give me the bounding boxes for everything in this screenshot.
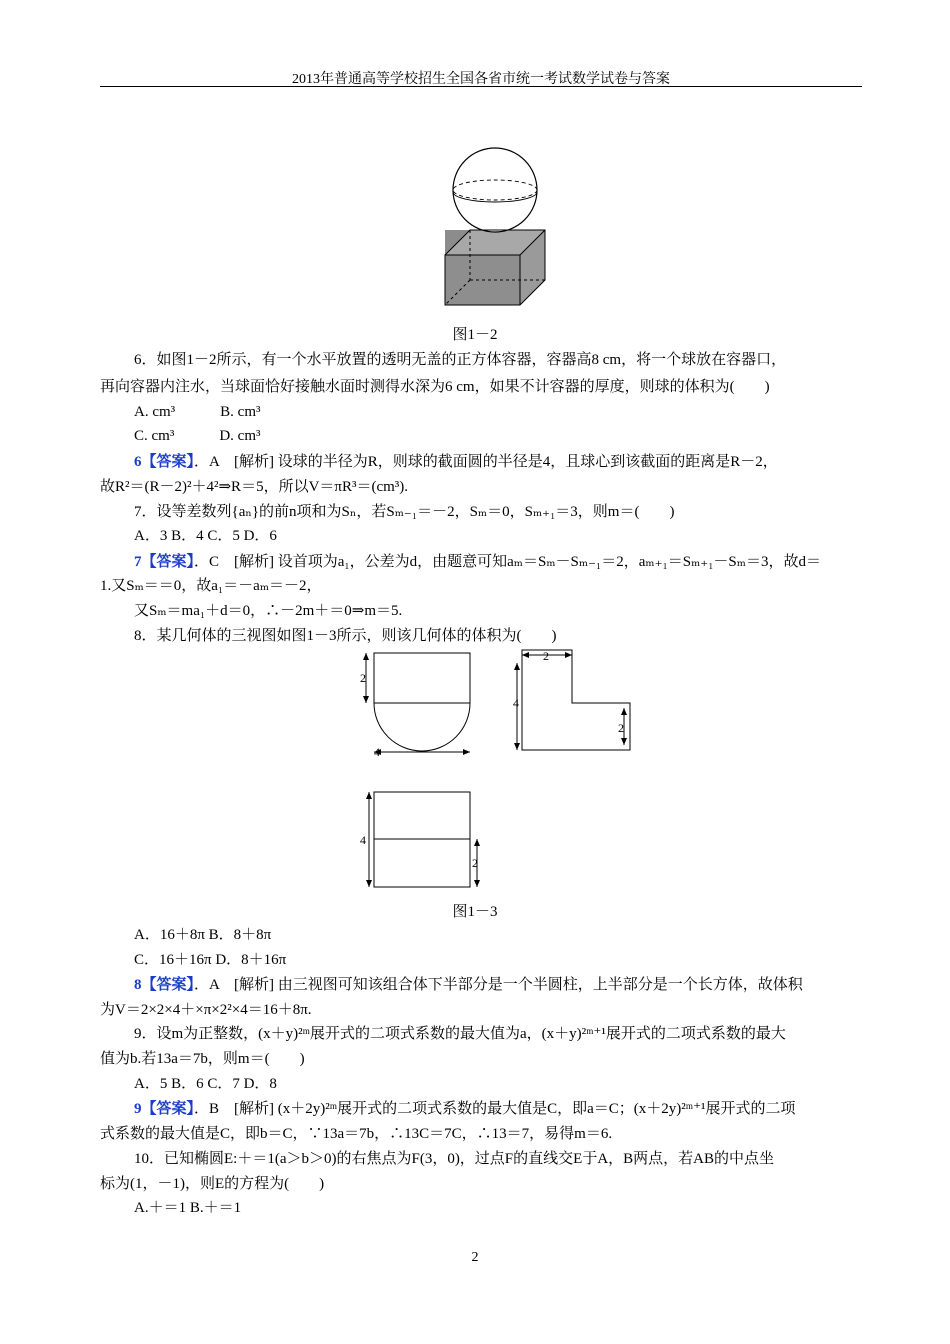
line-21: 式系数的最大值是C，即b＝C，∵13a＝7b，∴13C＝7C，∴13＝7，易得m＝6. (100, 1126, 613, 1142)
line-14: C．16＋16π D．8＋16π (134, 952, 287, 968)
page-number: 2 (471, 1250, 479, 1265)
line-7: 7．设等差数列{aₙ}的前n项和为Sₙ，若Sₘ₋₁＝－2，Sₘ＝0，Sₘ₊₁＝3，则m＝( ) (134, 504, 675, 520)
line-1: 6．如图1－2所示，有一个水平放置的透明无盖的正方体容器，容器高8 cm，将一个球放在容器口， (134, 352, 787, 368)
line-12: 8．某几何体的三视图如图1－3所示，则该几何体的体积为( ) (134, 628, 557, 644)
dim-side-step-label: 2 (618, 721, 624, 735)
figure-caption-1-2: 图1－2 (452, 327, 498, 343)
figure-caption-1-3: 图1－3 (452, 904, 498, 920)
three-view-side (512, 645, 632, 753)
three-view-top (360, 787, 490, 892)
line-2: 再向容器内注水，当球面恰好接触水面时测得水深为6 cm，如果不计容器的厚度，则球的体积为( ) (100, 379, 770, 395)
dim-side-height-label: 4 (513, 696, 519, 710)
answer-9-line (134, 1099, 795, 1119)
answer-7-text: ．C [解析] 设首项为a₁，公差为d，由题意可知aₘ＝Sₘ－Sₘ₋₁＝2，aₘ₊₁＝Sₘ₊₁－Sₘ＝3，故d＝ (194, 554, 821, 570)
answer-9-text: ．B [解析] (x＋2y)²ᵐ展开式的二项式系数的最大值是C，即a＝C；(x＋2y)²ᵐ⁺¹展开式的二项 (194, 1101, 796, 1117)
line-19: A．5 B．6 C．7 D．8 (134, 1076, 277, 1092)
answer-tag-9: 9【答案】 (134, 1101, 195, 1117)
line-8: A．3 B．4 C．5 D．6 (134, 528, 277, 544)
answer-8-text: ．A [解析] 由三视图可知该组合体下半部分是一个半圆柱，上半部分是一个长方体，故体积 (194, 977, 803, 993)
answer-8-line (134, 975, 803, 995)
line-16: 为V＝2×2×4＋×π×2²×4＝16＋8π. (100, 1002, 312, 1018)
dim-bottom-step-label: 2 (472, 856, 478, 870)
answer-6-line (134, 452, 778, 472)
sphere-cube-figure (440, 145, 555, 310)
header-rule (100, 86, 862, 87)
dim-side-top-label: 2 (543, 649, 549, 663)
line-13: A．16＋8π B．8＋8π (134, 927, 272, 943)
line-6: 故R²＝(R－2)²＋4²⇒R＝5，所以V＝πR³＝(cm³). (100, 479, 409, 495)
line-3: A. cm³ B. cm³ (134, 404, 261, 420)
line-10: 1.又Sₘ＝＝0，故a₁＝－aₘ＝－2， (100, 578, 322, 594)
answer-tag-8: 8【答案】 (134, 977, 195, 993)
page-header: 2013年普通高等学校招生全国各省市统一考试数学试卷与答案 (292, 72, 670, 87)
dim-top-label: 2 (360, 671, 366, 685)
line-4: C. cm³ D. cm³ (134, 428, 261, 444)
answer-tag-7: 7【答案】 (134, 554, 195, 570)
line-24: A.＋＝1 B.＋＝1 (134, 1200, 242, 1216)
answer-7-line (134, 552, 821, 572)
line-11: 又Sₘ＝ma₁＋d＝0，∴－2m＋＝0⇒m＝5. (134, 603, 403, 619)
line-22: 10．已知椭圆E:＋＝1(a＞b＞0)的右焦点为F(3，0)，过点F的直线交E于A，B两点，若AB的中点坐 (134, 1151, 774, 1167)
line-23: 标为(1，－1)，则E的方程为( ) (100, 1176, 325, 1192)
line-18: 值为b.若13a＝7b，则m＝( ) (100, 1051, 305, 1067)
answer-tag-6: 6【答案】 (134, 454, 195, 470)
three-view-front (360, 648, 480, 763)
dim-bottom-height-label: 4 (360, 833, 366, 847)
line-17: 9．设m为正整数，(x＋y)²ᵐ展开式的二项式系数的最大值为a，(x＋y)²ᵐ⁺¹展开式的二项式系数的最大 (134, 1026, 786, 1042)
answer-6-text: ．A [解析] 设球的半径为R，则球的截面圆的半径是4，且球心到该截面的距离是R－2， (194, 454, 778, 470)
